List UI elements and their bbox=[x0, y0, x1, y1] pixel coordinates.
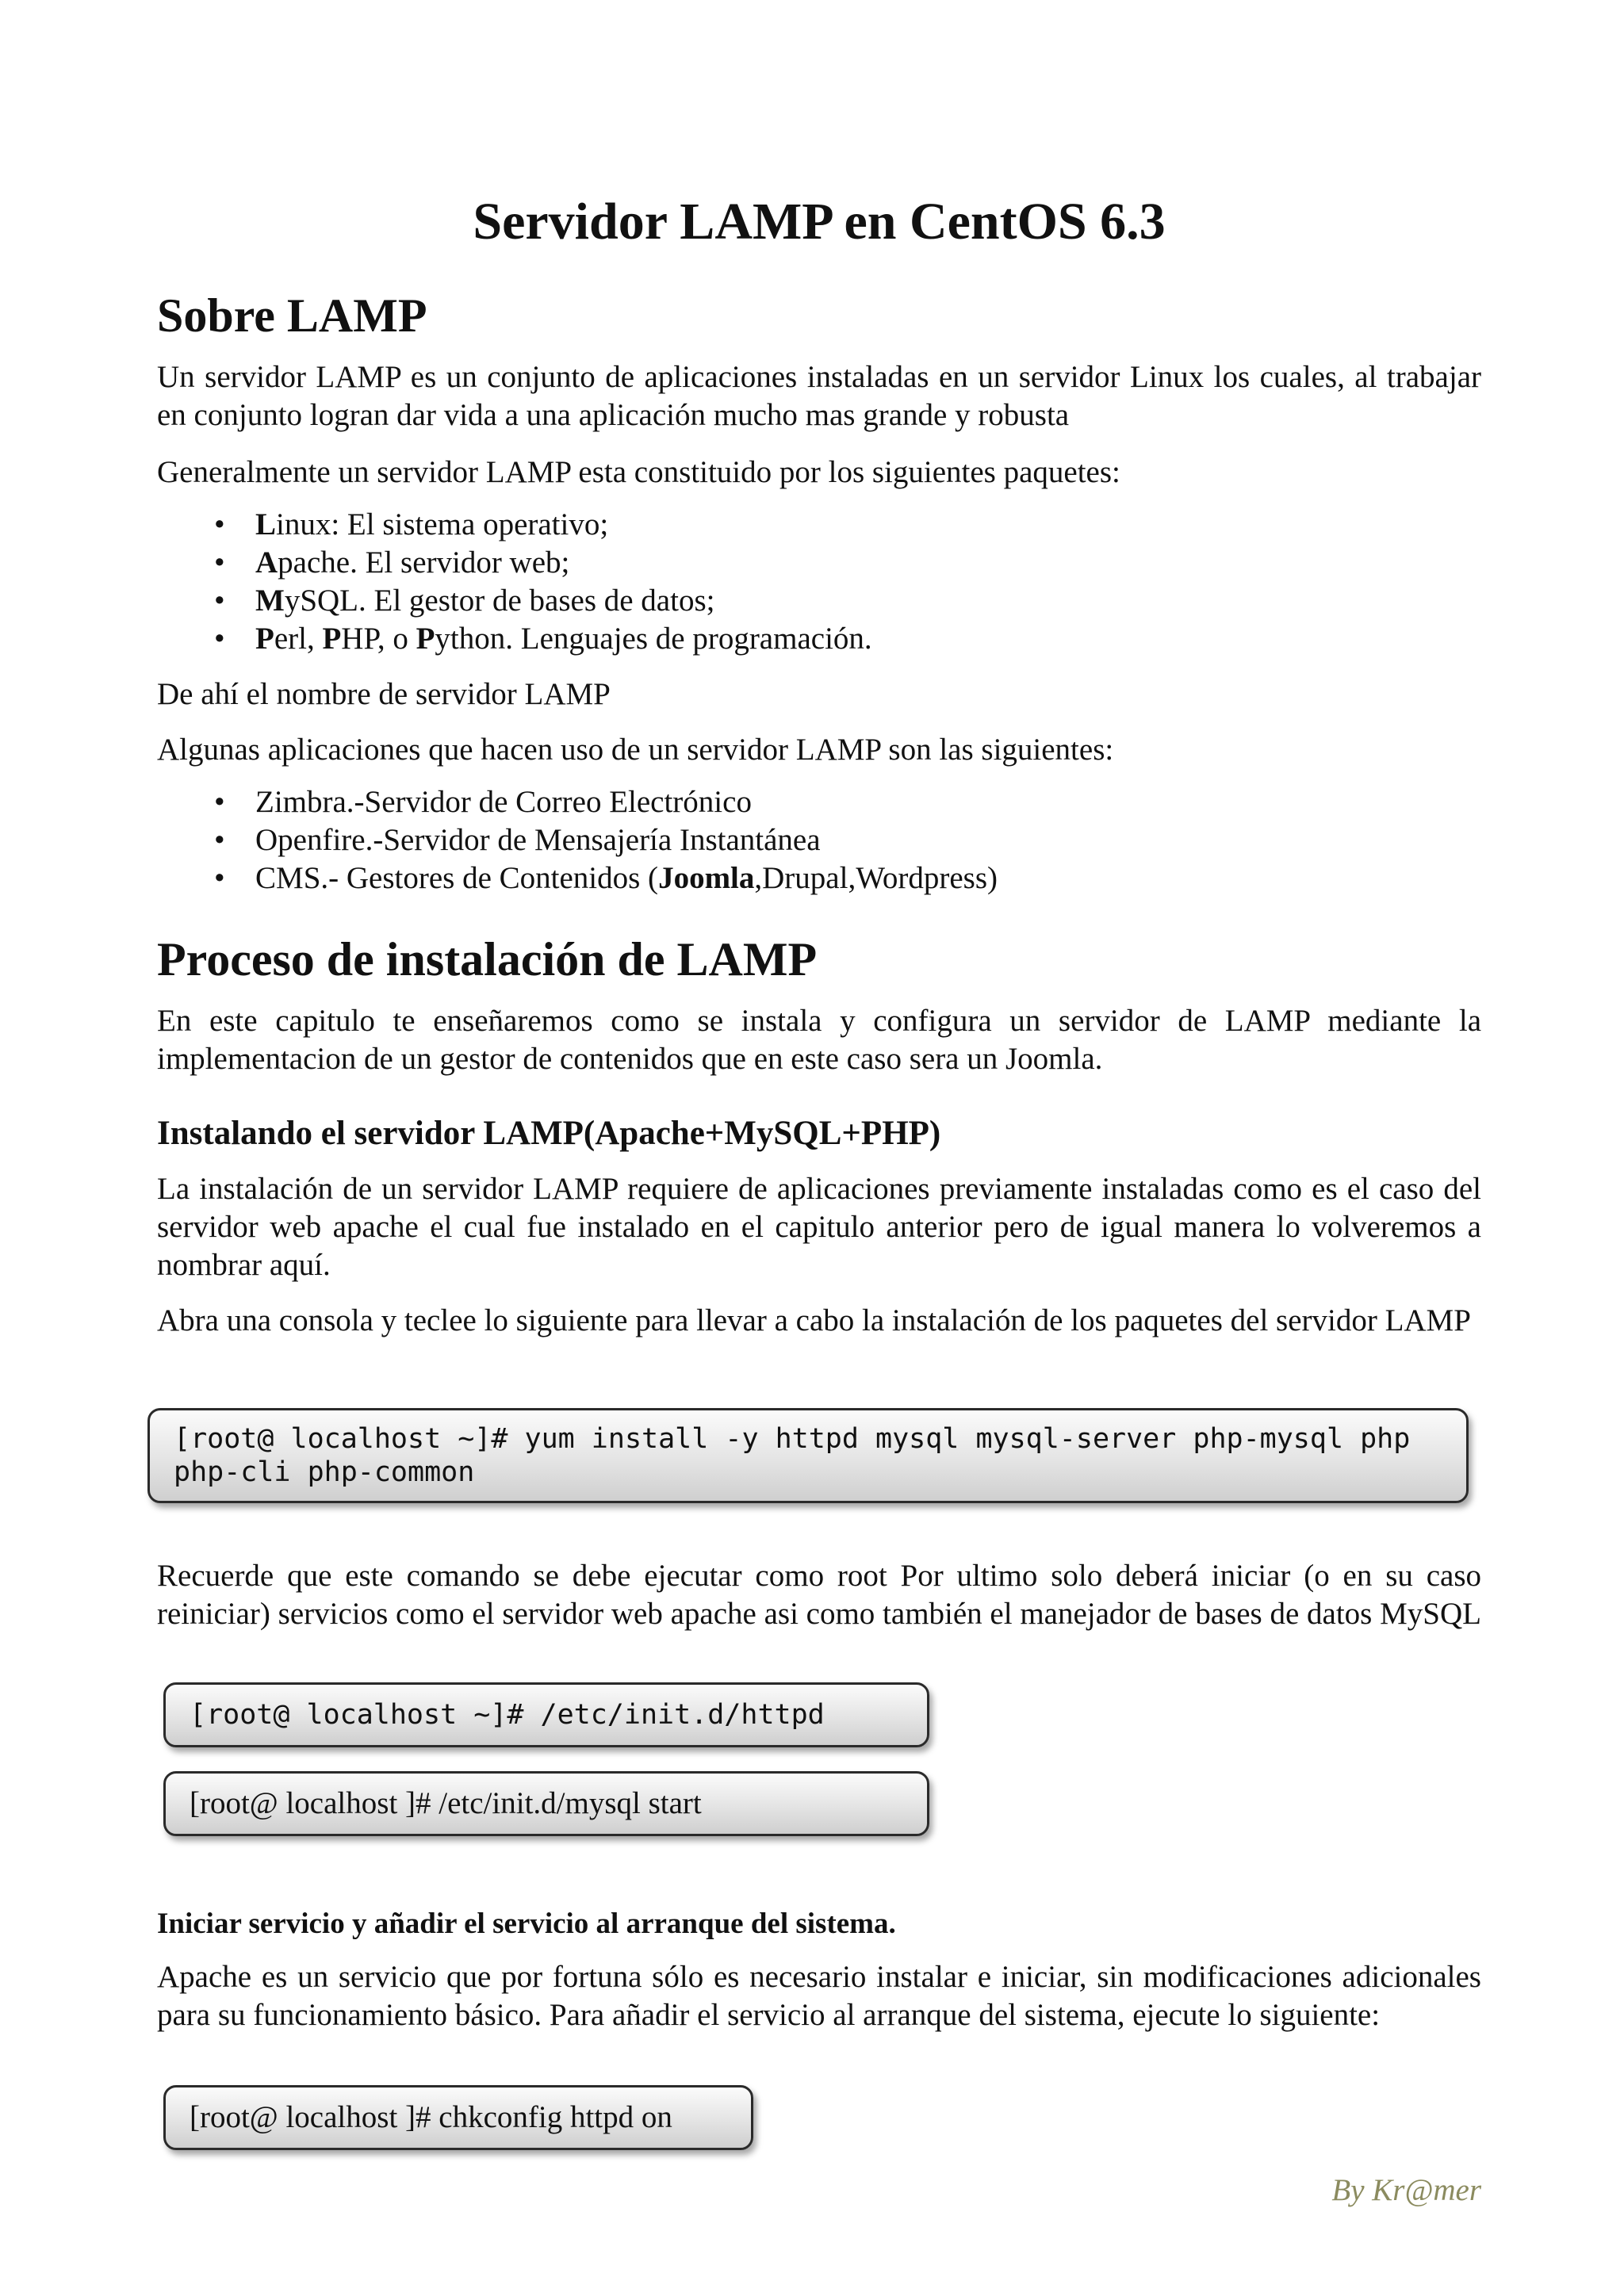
author-signature: By Kr@mer bbox=[1331, 2173, 1481, 2207]
package-list-item-text: ySQL. El gestor de bases de datos; bbox=[284, 584, 715, 618]
command-box-mysql bbox=[163, 1771, 929, 1836]
package-list-item-bold: P bbox=[416, 622, 435, 656]
section-heading-iniciar-servicio: Iniciar servicio y añadir el servicio al arranque del sistema. bbox=[157, 1908, 896, 1940]
app-list-item-text: ,Drupal,Wordpress) bbox=[754, 861, 998, 895]
app-list-item-bold: Joomla bbox=[658, 861, 755, 895]
paragraph-lamp-definition: Un servidor LAMP es un conjunto de aplicaciones instaladas en un servidor Linux los cuales, al trabajar en conjunto logran dar vida a una aplicación mucho mas grande y robusta bbox=[157, 360, 1481, 432]
package-list-item-bold: M bbox=[255, 584, 285, 618]
command-box-httpd bbox=[163, 1682, 929, 1747]
package-list-item-bold: A bbox=[255, 545, 278, 580]
package-list-item-text: inux: El sistema operativo; bbox=[276, 507, 609, 541]
paragraph-apps-intro: Algunas aplicaciones que hacen uso de un servidor LAMP son las siguientes: bbox=[157, 733, 1114, 767]
paragraph-install-requirements: La instalación de un servidor LAMP requiere de aplicaciones previamente instaladas como es el caso del servidor web apache el cual fue instalado en el capitulo anterior pero de igual manera lo volveremos a nombrar aquí. bbox=[157, 1172, 1481, 1282]
package-list-item bbox=[157, 582, 1481, 620]
package-list-item-bold: L bbox=[255, 507, 277, 541]
paragraph-apache-service: Apache es un servicio que por fortuna sólo es necesario instalar e iniciar, sin modificaciones adicionales para su funcionamiento básico. Para añadir el servicio al arranque del sistema, ejecute lo siguiente: bbox=[157, 1960, 1481, 2032]
command-box-chkconfig bbox=[163, 2085, 753, 2150]
package-list-item-text: erl, bbox=[274, 622, 323, 656]
app-list-item-text: Openfire.-Servidor de Mensajería Instantánea bbox=[255, 823, 821, 857]
command-chkconfig-text: [root@ localhost ]# chkconfig httpd on bbox=[190, 2100, 672, 2134]
section-sobre-lamp bbox=[157, 287, 1481, 344]
command-install-text: [root@ localhost ~]# yum install -y httpd mysql mysql-server php-mysql php php-cli php-common bbox=[174, 1423, 1427, 1488]
package-list-item bbox=[157, 544, 1481, 582]
subsection-heading-instalando: Instalando el servidor LAMP(Apache+MySQL+PHP) bbox=[157, 1115, 941, 1152]
paragraph-lamp-name: De ahí el nombre de servidor LAMP bbox=[157, 677, 611, 711]
document-title: Servidor LAMP en CentOS 6.3 bbox=[473, 193, 1166, 251]
package-list-item-bold: P bbox=[255, 622, 274, 656]
section-heading-sobre-lamp: Sobre LAMP bbox=[157, 289, 427, 342]
app-list-item-text: Zimbra.-Servidor de Correo Electrónico bbox=[255, 785, 752, 819]
paragraph-root-reminder: Recuerde que este comando se debe ejecutar como root Por ultimo solo deberá iniciar (o en su caso reiniciar) servicios como el servidor web apache asi como también el manejador de bases de datos MySQL bbox=[157, 1559, 1481, 1631]
package-list-item-text: pache. El servidor web; bbox=[278, 545, 570, 580]
package-list-item bbox=[157, 620, 1481, 658]
package-list-item-text: HP, o bbox=[341, 622, 416, 656]
paragraph-lamp-packages-intro: Generalmente un servidor LAMP esta constituido por los siguientes paquetes: bbox=[157, 455, 1120, 489]
command-box-install bbox=[147, 1408, 1469, 1503]
app-list-item bbox=[157, 859, 1481, 897]
command-mysql-text: [root@ localhost ]# /etc/init.d/mysql start bbox=[190, 1786, 702, 1820]
apps-list bbox=[157, 783, 1481, 897]
package-list-item bbox=[157, 506, 1481, 544]
app-list-item bbox=[157, 783, 1481, 821]
paragraph-open-console: Abra una consola y teclee lo siguiente para llevar a cabo la instalación de los paquetes del servidor LAMP bbox=[157, 1303, 1471, 1337]
package-list-item-text: ython. Lenguajes de programación. bbox=[435, 622, 872, 656]
section-heading-proceso: Proceso de instalación de LAMP bbox=[157, 933, 818, 985]
app-list-item-text: CMS.- Gestores de Contenidos ( bbox=[255, 861, 659, 895]
package-list-item-bold: P bbox=[322, 622, 342, 656]
command-httpd-text: [root@ localhost ~]# /etc/init.d/httpd bbox=[190, 1699, 825, 1731]
paragraph-chapter-intro: En este capitulo te enseñaremos como se instala y configura un servidor de LAMP mediante la implementacion de un gestor de contenidos que en este caso sera un Joomla. bbox=[157, 1004, 1481, 1076]
packages-list bbox=[157, 506, 1481, 658]
app-list-item bbox=[157, 821, 1481, 859]
